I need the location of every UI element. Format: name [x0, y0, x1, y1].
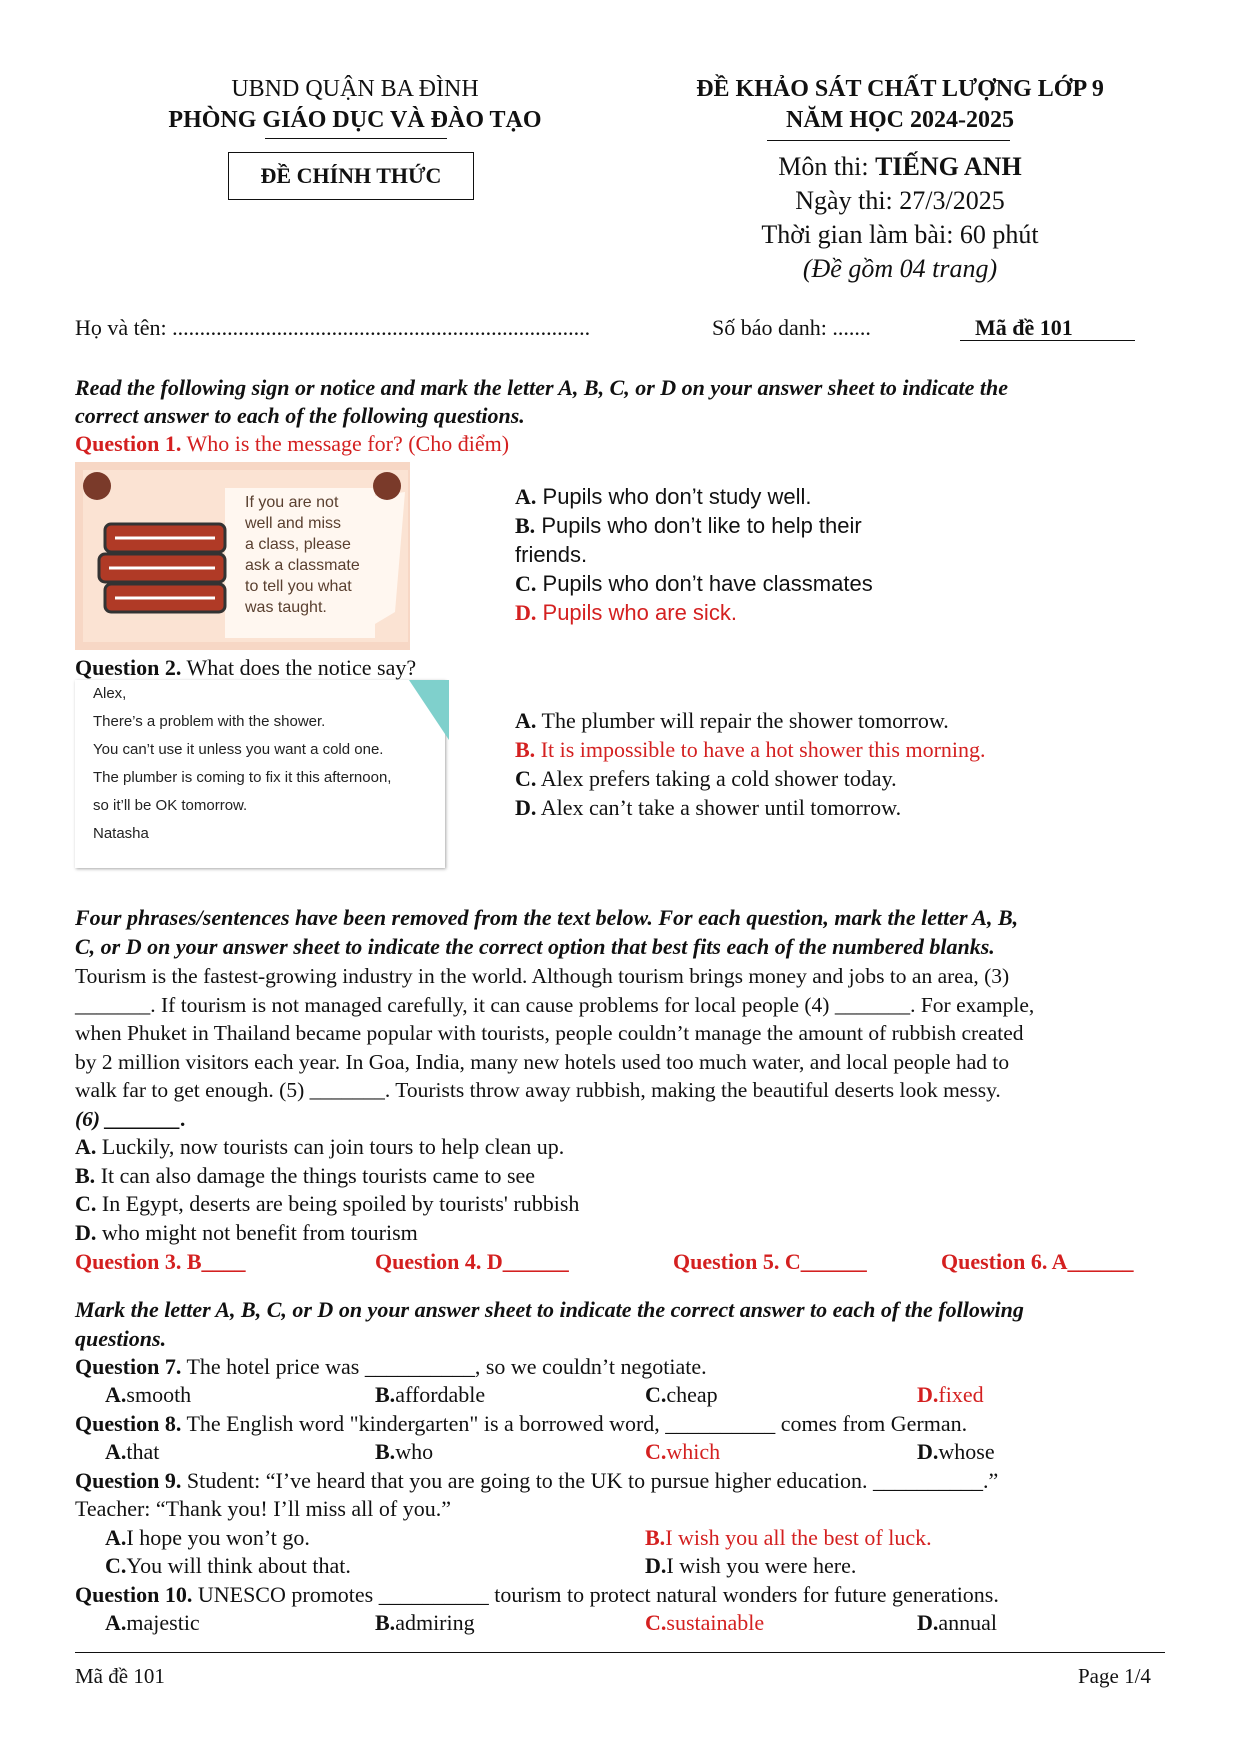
page-number: Page 1/4 [1078, 1664, 1151, 1688]
option-c-correct: C. sustainable [645, 1610, 765, 1635]
passage-options [75, 1133, 579, 1247]
passage-line: (6) _______. [75, 1106, 187, 1131]
q9-options-row1 [75, 1524, 1175, 1552]
footer-code: Mã đề 101 [75, 1664, 165, 1688]
answer-q5: Question 5. C______ [673, 1249, 867, 1274]
notice-image [75, 680, 445, 868]
q1-options [515, 482, 873, 627]
passage-line: _______. If tourism is not managed carefully, it can cause problems for local people (4) _______. For example, [75, 992, 1035, 1017]
q2-options [515, 706, 986, 822]
footer-divider [75, 1652, 1165, 1653]
option-b-correct: B. It is impossible to have a hot shower this morning. [515, 737, 986, 762]
page-count: (Đề gồm 04 trang) [802, 254, 998, 283]
subject-label: Môn thi: [778, 152, 876, 181]
q9-options-row2 [75, 1552, 1175, 1580]
exam-duration: Thời gian làm bài: 60 phút [761, 220, 1039, 249]
sign-message [245, 492, 360, 618]
sign-line: well and miss [245, 515, 342, 532]
option-a: A. that [105, 1439, 160, 1464]
answer-q4: Question 4. D______ [375, 1249, 569, 1274]
option-d: D. who might not benefit from tourism [75, 1219, 418, 1245]
option-d: D. I wish you were here. [645, 1553, 857, 1578]
option-c-correct: C. which [645, 1439, 721, 1464]
passage-line: when Phuket in Thailand became popular with tourists, people couldn’t manage the amount of rubbish created [75, 1021, 1024, 1045]
exam-info [680, 150, 1120, 286]
q8-options [75, 1438, 1175, 1466]
q7-options [75, 1381, 1175, 1409]
subject-line [680, 150, 1120, 184]
divider [265, 138, 447, 139]
option-a: A. Pupils who don’t study well. [515, 484, 812, 509]
option-b: B. Pupils who don’t like to help their [515, 513, 862, 538]
exam-date: Ngày thi: 27/3/2025 [795, 186, 1005, 215]
sign-line: to tell you what [245, 578, 352, 595]
issuer-block [95, 74, 615, 136]
books-icon [75, 462, 410, 650]
option-b: B. affordable [375, 1382, 486, 1407]
question-2 [75, 654, 416, 682]
section2-instruction: Four phrases/sentences have been removed from the text below. For each question, mark the letter A, B, [75, 905, 1019, 930]
note-line: so it’ll be OK tomorrow. [93, 797, 248, 814]
section3-instruction-2: questions. [75, 1326, 167, 1351]
answer-q3: Question 3. B____ [75, 1249, 246, 1274]
option-b: B. It can also damage the things tourists came to see [75, 1162, 536, 1188]
passage-line: walk far to get enough. (5) _______. Tourists throw away rubbish, making the beautiful deserts look messy. [75, 1078, 1001, 1102]
section1-instruction-2: correct answer to each of the following questions. [75, 403, 525, 428]
q10-options [75, 1609, 1175, 1637]
sign-line: a class, please [245, 536, 351, 553]
exam-title-block [640, 74, 1160, 136]
note-line: There’s a problem with the shower. [93, 713, 326, 730]
option-c: C. cheap [645, 1382, 718, 1407]
option-b: B. admiring [375, 1610, 475, 1635]
sign-line: If you are not [245, 494, 339, 511]
section2-instruction-2: C, or D on your answer sheet to indicate the correct option that best fits each of the numbered blanks. [75, 934, 995, 959]
candidate-name: Họ và tên: ............................................................................ [75, 315, 591, 340]
question-1 [75, 430, 509, 458]
option-d: D. Alex can’t take a shower until tomorrow. [515, 795, 902, 820]
sign-line: was taught. [245, 599, 327, 616]
question-9: Question 9. Student: “I’ve heard that you are going to the UK to pursue higher education. __________.” [75, 1468, 999, 1493]
option-a: A. I hope you won’t go. [105, 1525, 310, 1550]
option-d: D. whose [917, 1439, 995, 1464]
option-a: A. smooth [105, 1382, 192, 1407]
notice-text [93, 680, 391, 848]
passage [75, 962, 1165, 1133]
option-c: C. You will think about that. [105, 1553, 351, 1578]
question-8: Question 8. The English word "kindergarten" is a borrowed word, __________ comes from German. [75, 1411, 968, 1436]
issuer-district: UBND QUẬN BA ĐÌNH [231, 76, 479, 102]
passage-line: Tourism is the fastest-growing industry in the world. Although tourism brings money and jobs to an area, (3) [75, 964, 1010, 988]
section1-instruction: Read the following sign or notice and mark the letter A, B, C, or D on your answer sheet to indicate the [75, 375, 1009, 400]
option-d-correct: D. Pupils who are sick. [515, 600, 737, 625]
school-year: NĂM HỌC 2024-2025 [786, 107, 1014, 133]
section3-instruction: Mark the letter A, B, C, or D on your answer sheet to indicate the correct answer to each of the following [75, 1297, 1024, 1322]
note-line: Alex, [93, 685, 127, 702]
note-line: You can’t use it unless you want a cold one. [93, 741, 384, 758]
question-10: Question 10. UNESCO promotes __________ tourism to protect natural wonders for future generations. [75, 1582, 999, 1607]
divider [960, 340, 1135, 341]
exam-title: ĐỀ KHẢO SÁT CHẤT LƯỢNG LỚP 9 [696, 76, 1104, 102]
option-b: B. who [375, 1439, 434, 1464]
question-label: Question 1. [75, 431, 182, 456]
option-a: A. The plumber will repair the shower tomorrow. [515, 708, 949, 733]
sign-image [75, 462, 410, 650]
option-d: D. annual [917, 1610, 998, 1635]
note-line: The plumber is coming to fix it this afternoon, [93, 769, 392, 786]
question-text: What does the notice say? [181, 655, 417, 680]
teacher-reply: Teacher: “Thank you! I’ll miss all of you.” [75, 1496, 451, 1521]
option-c: C. In Egypt, deserts are being spoiled by tourists' rubbish [75, 1191, 580, 1216]
option-b-correct: B. I wish you all the best of luck. [645, 1525, 932, 1550]
option-d-correct: D. fixed [917, 1382, 984, 1407]
option-b-cont: friends. [515, 542, 588, 567]
issuer-department: PHÒNG GIÁO DỤC VÀ ĐÀO TẠO [168, 107, 542, 133]
divider [767, 140, 1010, 141]
subject: TIẾNG ANH [875, 152, 1022, 181]
option-a: A. majestic [105, 1610, 200, 1635]
exam-code: Mã đề 101 [975, 315, 1073, 340]
option-c: C. Alex prefers taking a cold shower today. [515, 766, 897, 791]
option-c: C. Pupils who don’t have classmates [515, 571, 873, 596]
answer-q6: Question 6. A______ [941, 1249, 1134, 1274]
note-line: Natasha [93, 825, 149, 842]
candidate-id: Số báo danh: ....... [712, 315, 871, 340]
paper-fold-icon [409, 680, 449, 740]
answer-key [75, 1248, 1175, 1276]
question-label: Question 2. [75, 655, 182, 680]
question-text: Who is the message for? (Cho điểm) [181, 431, 510, 456]
option-a: A. Luckily, now tourists can join tours to help clean up. [75, 1134, 565, 1159]
official-stamp: ĐỀ CHÍNH THỨC [228, 152, 474, 200]
passage-line: by 2 million visitors each year. In Goa, India, many new hotels used too much water, and local people had to [75, 1049, 1010, 1074]
sign-line: ask a classmate [245, 557, 360, 574]
question-7: Question 7. The hotel price was __________, so we couldn’t negotiate. [75, 1354, 707, 1379]
